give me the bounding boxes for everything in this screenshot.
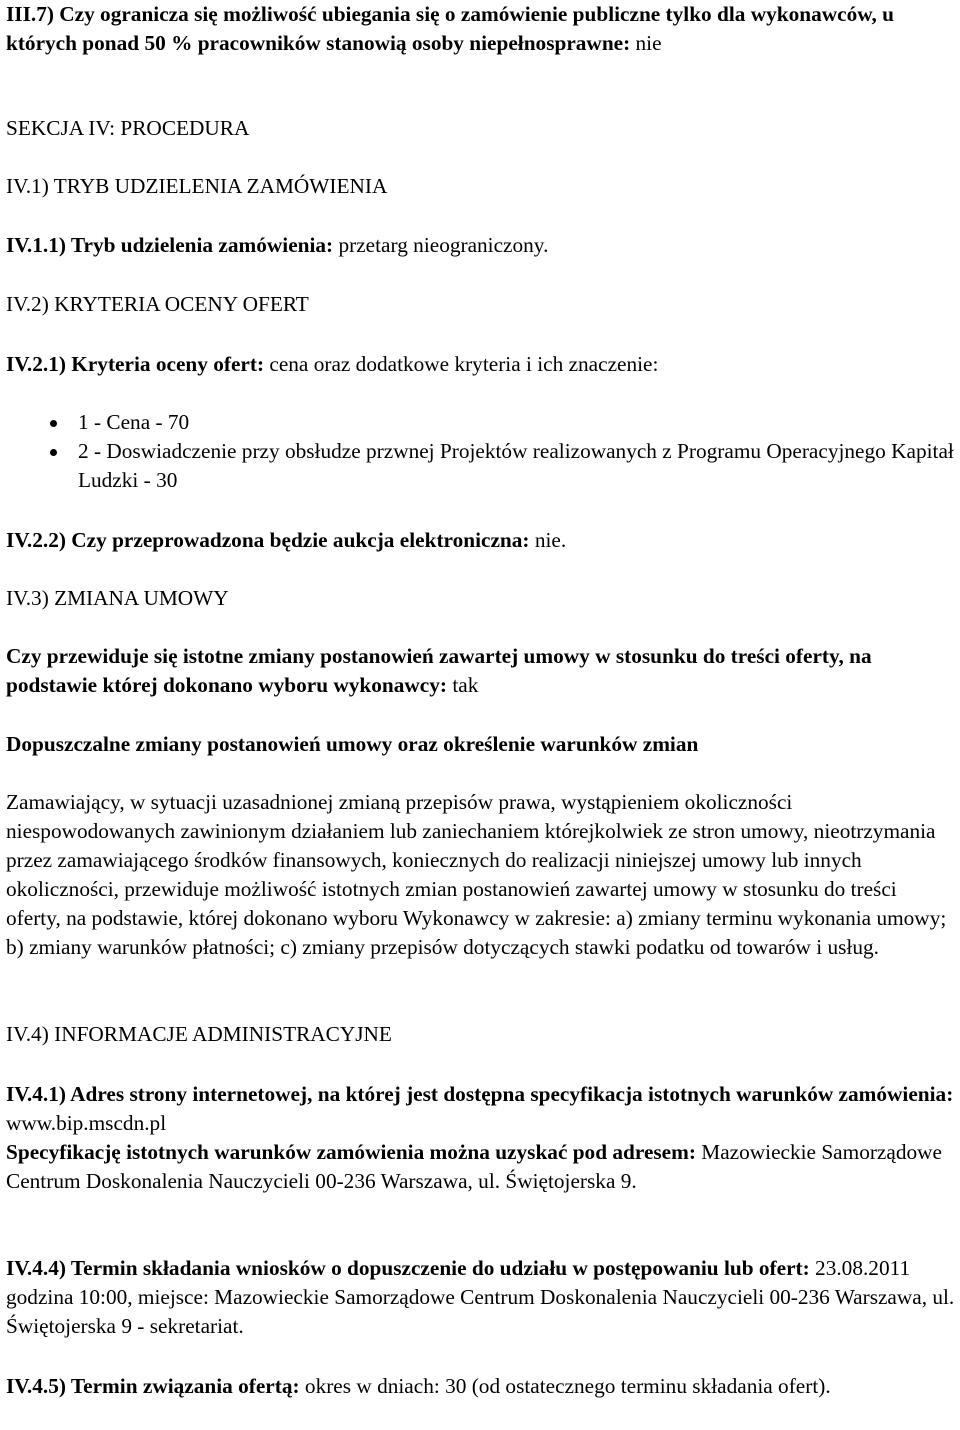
iv41b-value: Mazowieckie Samorządowe Centrum Doskonalenia Nauczycieli 00-236 Warszawa, ul. Świętojerska 9.	[6, 1140, 942, 1193]
criteria-item-text: 1 - Cena - 70	[78, 410, 190, 434]
criteria-item	[6, 437, 956, 495]
iv3-subheading-text: Dopuszczalne zmiany postanowień umowy oraz określenie warunków zmian	[6, 732, 699, 756]
iv41-label: IV.4.1) Adres strony internetowej, na której jest dostępna specyfikacja istotnych warunków zamówienia:	[6, 1082, 954, 1106]
section-iv-title: SEKCJA IV: PROCEDURA	[6, 116, 250, 140]
iv22-label: IV.2.2) Czy przeprowadzona będzie aukcja elektroniczna:	[6, 528, 530, 552]
iv11-line	[6, 231, 956, 260]
iv1-heading: IV.1) TRYB UDZIELENIA ZAMÓWIENIA	[6, 174, 388, 198]
iv44-value: 23.08.2011 godzina 10:00, miejsce: Mazowieckie Samorządowe Centrum Doskonalenia Nauczycieli 00-236 Warszawa, ul. Świętojerska 9 - sekretariat.	[6, 1256, 955, 1338]
iv44-line	[6, 1254, 956, 1341]
iii7-value: nie	[635, 31, 662, 55]
iv21-line	[6, 350, 956, 379]
iv21-value: cena oraz dodatkowe kryteria i ich znaczenie:	[269, 352, 659, 376]
criteria-item	[6, 408, 956, 437]
iii7-label: III.7) Czy ogranicza się możliwość ubiegania się o zamówienie publiczne tylko dla wykonawców, u których ponad 50 % pracowników stanowią osoby niepełnosprawne:	[6, 2, 894, 55]
iv11-value: przetarg nieograniczony.	[338, 233, 549, 257]
section-iii7	[6, 0, 956, 58]
iv41b-label: Specyfikację istotnych warunków zamówienia można uzyskać pod adresem:	[6, 1140, 696, 1164]
criteria-list	[6, 408, 956, 495]
iv3-text: Zamawiający, w sytuacji uzasadnionej zmianą przepisów prawa, wystąpieniem okoliczności niespowodowanych zawinionym działaniem lub zaniechaniem którejkolwiek ze stron umowy, nieotrzymania przez zamawiającego środków finansowych, koniecznych do realizacji niniejszej umowy lub innych okoliczności, przewiduje możliwość istotnych zmian postanowień zawartej umowy w stosunku do treści oferty, na podstawie, której dokonano wyboru Wykonawcy w zakresie: a) zmiany terminu wykonania umowy; b) zmiany warunków płatności; c) zmiany przepisów dotyczących stawki podatku od towarów i usług.	[6, 790, 947, 959]
bullet-icon	[50, 420, 57, 427]
iv4-heading: IV.4) INFORMACJE ADMINISTRACYJNE	[6, 1022, 392, 1046]
iv44-label: IV.4.4) Termin składania wniosków o dopuszczenie do udziału w postępowaniu lub ofert:	[6, 1256, 810, 1280]
iv41b-line	[6, 1138, 956, 1196]
iv45-value: okres w dniach: 30 (od ostatecznego terminu składania ofert).	[304, 1374, 831, 1398]
bullet-icon	[50, 449, 57, 456]
iv3-question-label: Czy przewiduje się istotne zmiany postanowień zawartej umowy w stosunku do treści oferty, na podstawie której dokonano wyboru wykonawcy:	[6, 644, 872, 697]
iv41-line	[6, 1080, 956, 1138]
criteria-item-text: 2 - Doswiadczenie przy obsłudze przwnej Projektów realizowanych z Programu Operacyjnego Kapitał Ludzki - 30	[78, 439, 954, 492]
iv2-heading: IV.2) KRYTERIA OCENY OFERT	[6, 292, 309, 316]
iv45-label: IV.4.5) Termin związania ofertą:	[6, 1374, 300, 1398]
iv22-value: nie.	[534, 528, 567, 552]
iv45-line	[6, 1372, 956, 1401]
iv22-line	[6, 526, 956, 555]
iv41-value: www.bip.mscdn.pl	[6, 1111, 167, 1135]
iv21-label: IV.2.1) Kryteria oceny ofert:	[6, 352, 265, 376]
iv11-label: IV.1.1) Tryb udzielenia zamówienia:	[6, 233, 334, 257]
iv3-heading: IV.3) ZMIANA UMOWY	[6, 586, 229, 610]
iv3-subheading	[6, 730, 956, 759]
iv3-question-value: tak	[452, 673, 479, 697]
iv3-question	[6, 642, 956, 700]
